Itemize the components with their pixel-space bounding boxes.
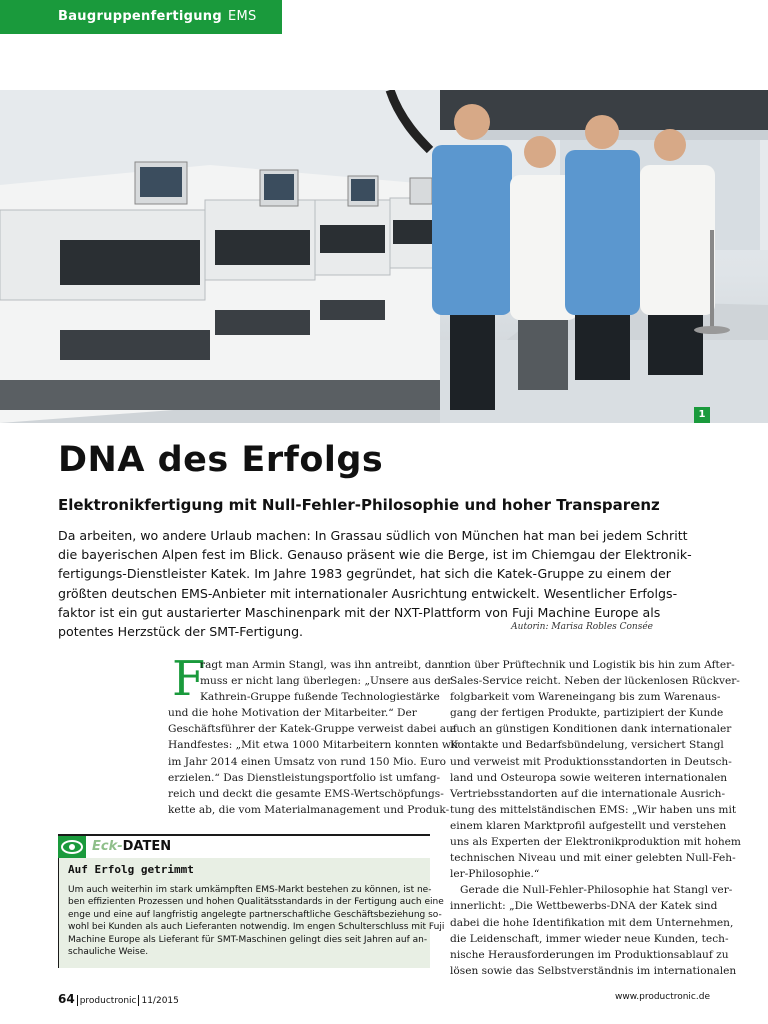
eckdaten-subtitle: Auf Erfolg getrimmt (68, 863, 194, 876)
body-line: einem klaren Marktprofil aufgestellt und verstehen (450, 819, 727, 832)
body-line: kette ab, die vom Materialmanagement und Produk- (168, 803, 450, 816)
box-line: Um auch weiterhin im stark umkämpften EMS-Markt bestehen zu können, ist ne- (68, 885, 432, 895)
eckdaten-body (68, 884, 445, 958)
body-line: ragt man Armin Stangl, was ihn antreibt, dann (200, 659, 452, 671)
body-line: muss er nicht lang überlegen: „Unsere aus der (200, 675, 453, 688)
box-line: schauliche Weise. (68, 947, 149, 958)
box-divider (58, 858, 59, 968)
body-line: und verweist mit Produktionsstandorten in Deutsch- (450, 755, 732, 768)
article-subtitle: Elektronikfertigung mit Null-Fehler-Philosophie und hoher Transparenz (58, 496, 660, 514)
lead-line: die bayerischen Alpen fest im Blick. Genauso präsent wie die Berge, ist im Chiemgau der Elektronik- (58, 547, 692, 563)
magazine-name: productronic (79, 996, 137, 1006)
issue-number: 11/2015 (141, 996, 179, 1006)
box-line: enge und eine auf langfristig angelegte partnerschaftliche Geschäftsbeziehung so- (68, 909, 442, 920)
factory-photo-illustration (0, 90, 768, 423)
section-label: Baugruppenfertigung (58, 9, 222, 24)
eckdaten-title-prefix: Eck- (92, 839, 123, 854)
body-line: Geschäftsführer der Katek-Gruppe verweist dabei auf (168, 723, 457, 736)
lead-line: faktor ist ein gut austarierter Maschinenpark mit der NXT-Plattform von Fuji Machine Europe als (58, 604, 661, 620)
body-line: technischen Niveau und mit einer gelebten Null-Feh- (450, 852, 736, 865)
section-header (0, 0, 282, 34)
body-line: tung des mittelständischen EMS: „Wir haben uns mit (450, 803, 737, 816)
body-line: Handfestes: „Mit etwa 1000 Mitarbeitern konnten wir (168, 739, 460, 752)
lead-line: Da arbeiten, wo andere Urlaub machen: In Grassau südlich von München hat man bei jedem Schritt (58, 528, 688, 543)
lead-line: fertigungs-Dienstleister Katek. Im Jahre 1983 gegründet, hat sich die Katek-Gruppe zu einem der (58, 566, 671, 582)
body-line: Gerade die Null-Fehler-Philosophie hat Stangl ver- (460, 884, 733, 897)
body-line: Kontakte und Bedarfsbündelung, versichert Stangl (450, 739, 724, 752)
page-number: 64 (58, 992, 75, 1006)
body-line: ler-Philosophie.“ (450, 868, 540, 881)
body-line: uns als Experten der Elektronikproduktion mit hohem (450, 836, 741, 849)
article-author: Autorin: Marisa Robles Consée (511, 622, 653, 632)
eckdaten-box (58, 834, 445, 968)
drop-cap: F (172, 651, 206, 707)
body-line: nische Herausforderungen im Produktionsablauf zu (450, 948, 729, 961)
body-line: lösen sowie das Selbstverständnis im internationalen (450, 964, 737, 977)
body-line: Vertriebsstandorten auf die internationale Ausrich- (450, 787, 726, 800)
body-line: tion über Prüftechnik und Logistik bis hin zum After- (450, 659, 735, 671)
box-line: ben effizienten Prozessen und hohen Qualitätsstandards in der Fertigung auch eine (68, 897, 444, 908)
lead-line: größten deutschen EMS-Anbieter mit internationaler Ausrichtung entwickelt. Wesentlicher Erfolgs- (58, 585, 678, 601)
body-line: innerlicht: „Die Wettbewerbs-DNA der Katek sind (450, 900, 718, 913)
body-line: folgbarkeit vom Wareneingang bis zum Warenaus- (450, 691, 721, 704)
body-line: dabei die hohe Identifikation mit dem Unternehmen, (450, 916, 734, 929)
eckdaten-header (58, 834, 430, 858)
body-line: reich und deckt die gesamte EMS-Wertschöpfungs- (168, 787, 444, 800)
article-title: DNA des Erfolgs (58, 440, 384, 480)
body-line: Sales-Service reicht. Neben der lückenlosen Rückver- (450, 675, 740, 688)
body-line: im Jahr 2014 einen Umsatz von rund 150 Mio. Euro (168, 755, 446, 768)
body-line: Kathrein-Gruppe fußende Technologiestärke (200, 691, 440, 704)
body-line: und die hohe Motivation der Mitarbeiter.“ Der (168, 707, 417, 720)
box-line: Machine Europe als Lieferant für SMT-Maschinen gelingt dies seit Jahren auf an- (68, 934, 428, 945)
body-line: land und Osteuropa sowie weiteren internationalen (450, 771, 728, 784)
eye-icon (58, 836, 86, 858)
photo-number-badge: 1 (694, 407, 710, 423)
box-line: wohl bei Kunden als auch Lieferanten notwendig. Im engen Schulterschluss mit Fuji (68, 922, 445, 933)
footer-divider (138, 995, 139, 1006)
body-line: gang der fertigen Produkte, partizipiert der Kunde (450, 707, 724, 720)
body-column-2 (450, 657, 741, 979)
eckdaten-title (92, 839, 171, 854)
footer-divider (77, 995, 78, 1006)
lead-line: potentes Herzstück der SMT-Fertigung. (58, 624, 304, 640)
footer-imprint (58, 992, 179, 1006)
eckdaten-title-main: DATEN (122, 839, 172, 854)
article-photo (0, 90, 768, 423)
body-column-1 (168, 651, 460, 818)
body-line: auch an günstigen Konditionen dank internationaler (450, 723, 732, 736)
body-line: erzielen.“ Das Dienstleistungsportfolio ist umfang- (168, 771, 441, 784)
footer-url[interactable]: www.productronic.de (614, 992, 710, 1002)
subsection-label: EMS (227, 9, 257, 24)
body-line: die Leidenschaft, immer wieder neue Kunden, tech- (450, 932, 729, 945)
